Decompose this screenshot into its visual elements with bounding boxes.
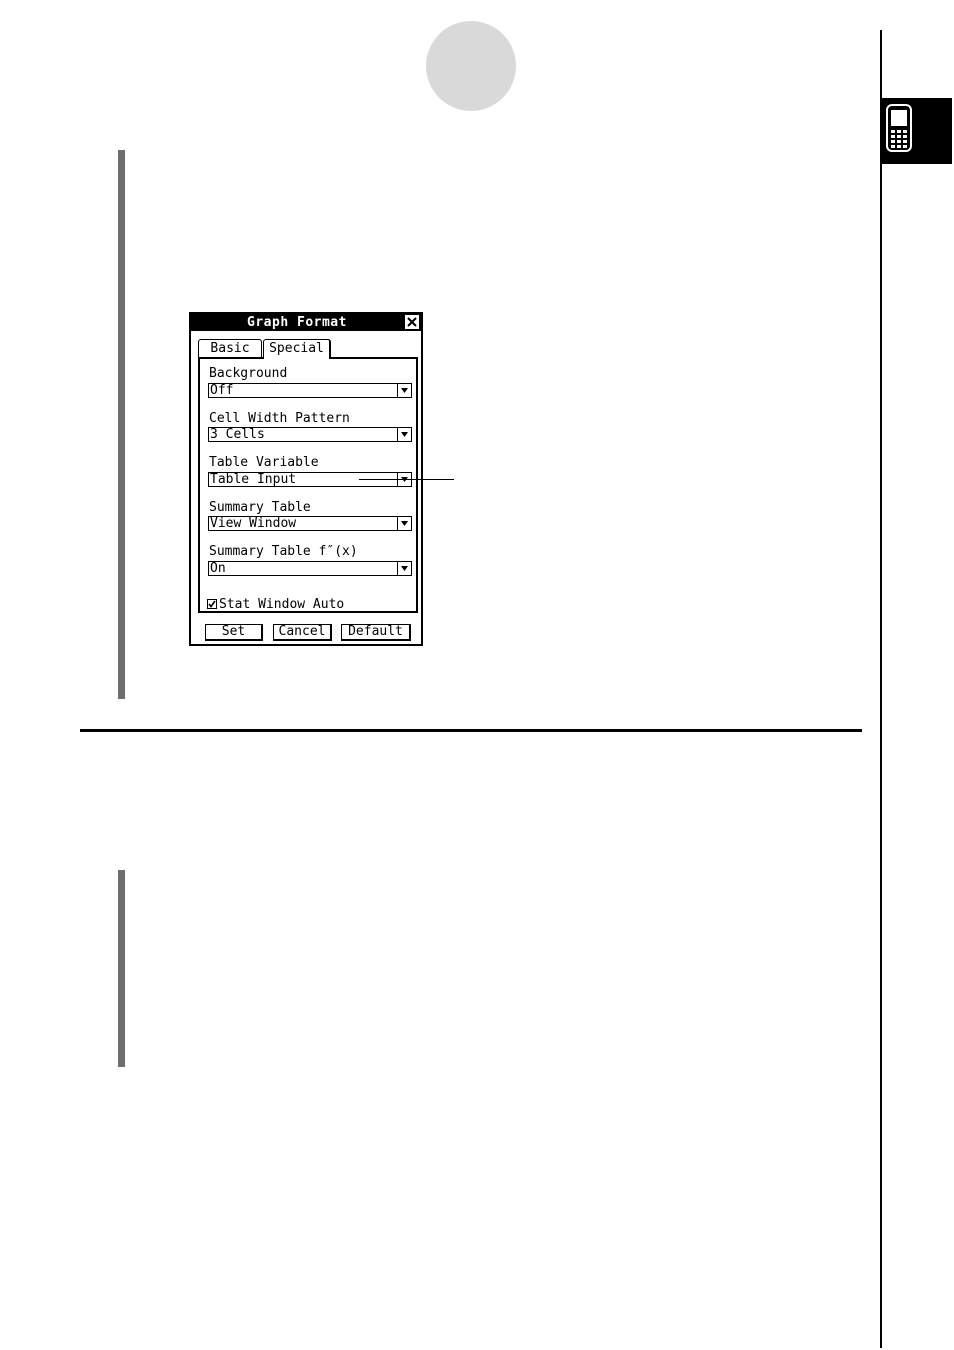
summary-table-f2-dropdown-button[interactable] xyxy=(397,562,411,575)
table-variable-label: Table Variable xyxy=(209,455,319,470)
special-settings-panel xyxy=(198,357,418,613)
dialog-title: Graph Format xyxy=(247,315,347,330)
cell-width-pattern-select[interactable] xyxy=(208,427,412,442)
set-button[interactable]: Set xyxy=(205,624,263,641)
section-bar-top xyxy=(118,150,125,699)
stat-window-auto-row[interactable] xyxy=(207,598,344,612)
tab-basic[interactable]: Basic xyxy=(198,339,262,357)
summary-table-f2-value: On xyxy=(210,561,226,576)
callout-line xyxy=(359,479,454,480)
table-variable-value: Table Input xyxy=(210,472,297,487)
summary-table-dropdown-button[interactable] xyxy=(397,517,411,530)
checkmark-icon xyxy=(208,600,216,608)
close-button[interactable] xyxy=(405,315,419,329)
cell-width-pattern-value: 3 Cells xyxy=(210,427,265,442)
cell-width-pattern-dropdown-button[interactable] xyxy=(397,428,411,441)
summary-table-label: Summary Table xyxy=(209,500,311,515)
section-bar-bottom xyxy=(118,870,125,1067)
summary-table-f2-select[interactable] xyxy=(208,561,412,576)
close-icon xyxy=(407,317,417,327)
summary-table-select[interactable] xyxy=(208,516,412,531)
background-label: Background xyxy=(209,366,288,381)
summary-table-f2-label: Summary Table f″(x) xyxy=(209,544,358,559)
default-button[interactable]: Default xyxy=(341,624,411,641)
stat-window-auto-checkbox[interactable] xyxy=(207,599,217,609)
page-marker-circle xyxy=(426,21,516,111)
background-dropdown-button[interactable] xyxy=(397,384,411,397)
dialog-titlebar xyxy=(191,314,421,331)
tab-special[interactable]: Special xyxy=(263,339,331,359)
chapter-tab xyxy=(882,98,952,164)
cancel-button[interactable]: Cancel xyxy=(273,624,332,641)
chevron-down-icon xyxy=(401,521,408,526)
chevron-down-icon xyxy=(401,432,408,437)
margin-rule xyxy=(880,30,882,1348)
chevron-down-icon xyxy=(401,388,408,393)
cell-width-pattern-label: Cell Width Pattern xyxy=(209,411,350,426)
background-select[interactable] xyxy=(208,383,412,398)
calculator-icon xyxy=(886,104,912,152)
section-divider xyxy=(80,729,862,732)
summary-table-value: View Window xyxy=(210,516,297,531)
background-value: Off xyxy=(210,383,234,398)
stat-window-auto-label: Stat Window Auto xyxy=(219,597,345,612)
chevron-down-icon xyxy=(401,566,408,571)
